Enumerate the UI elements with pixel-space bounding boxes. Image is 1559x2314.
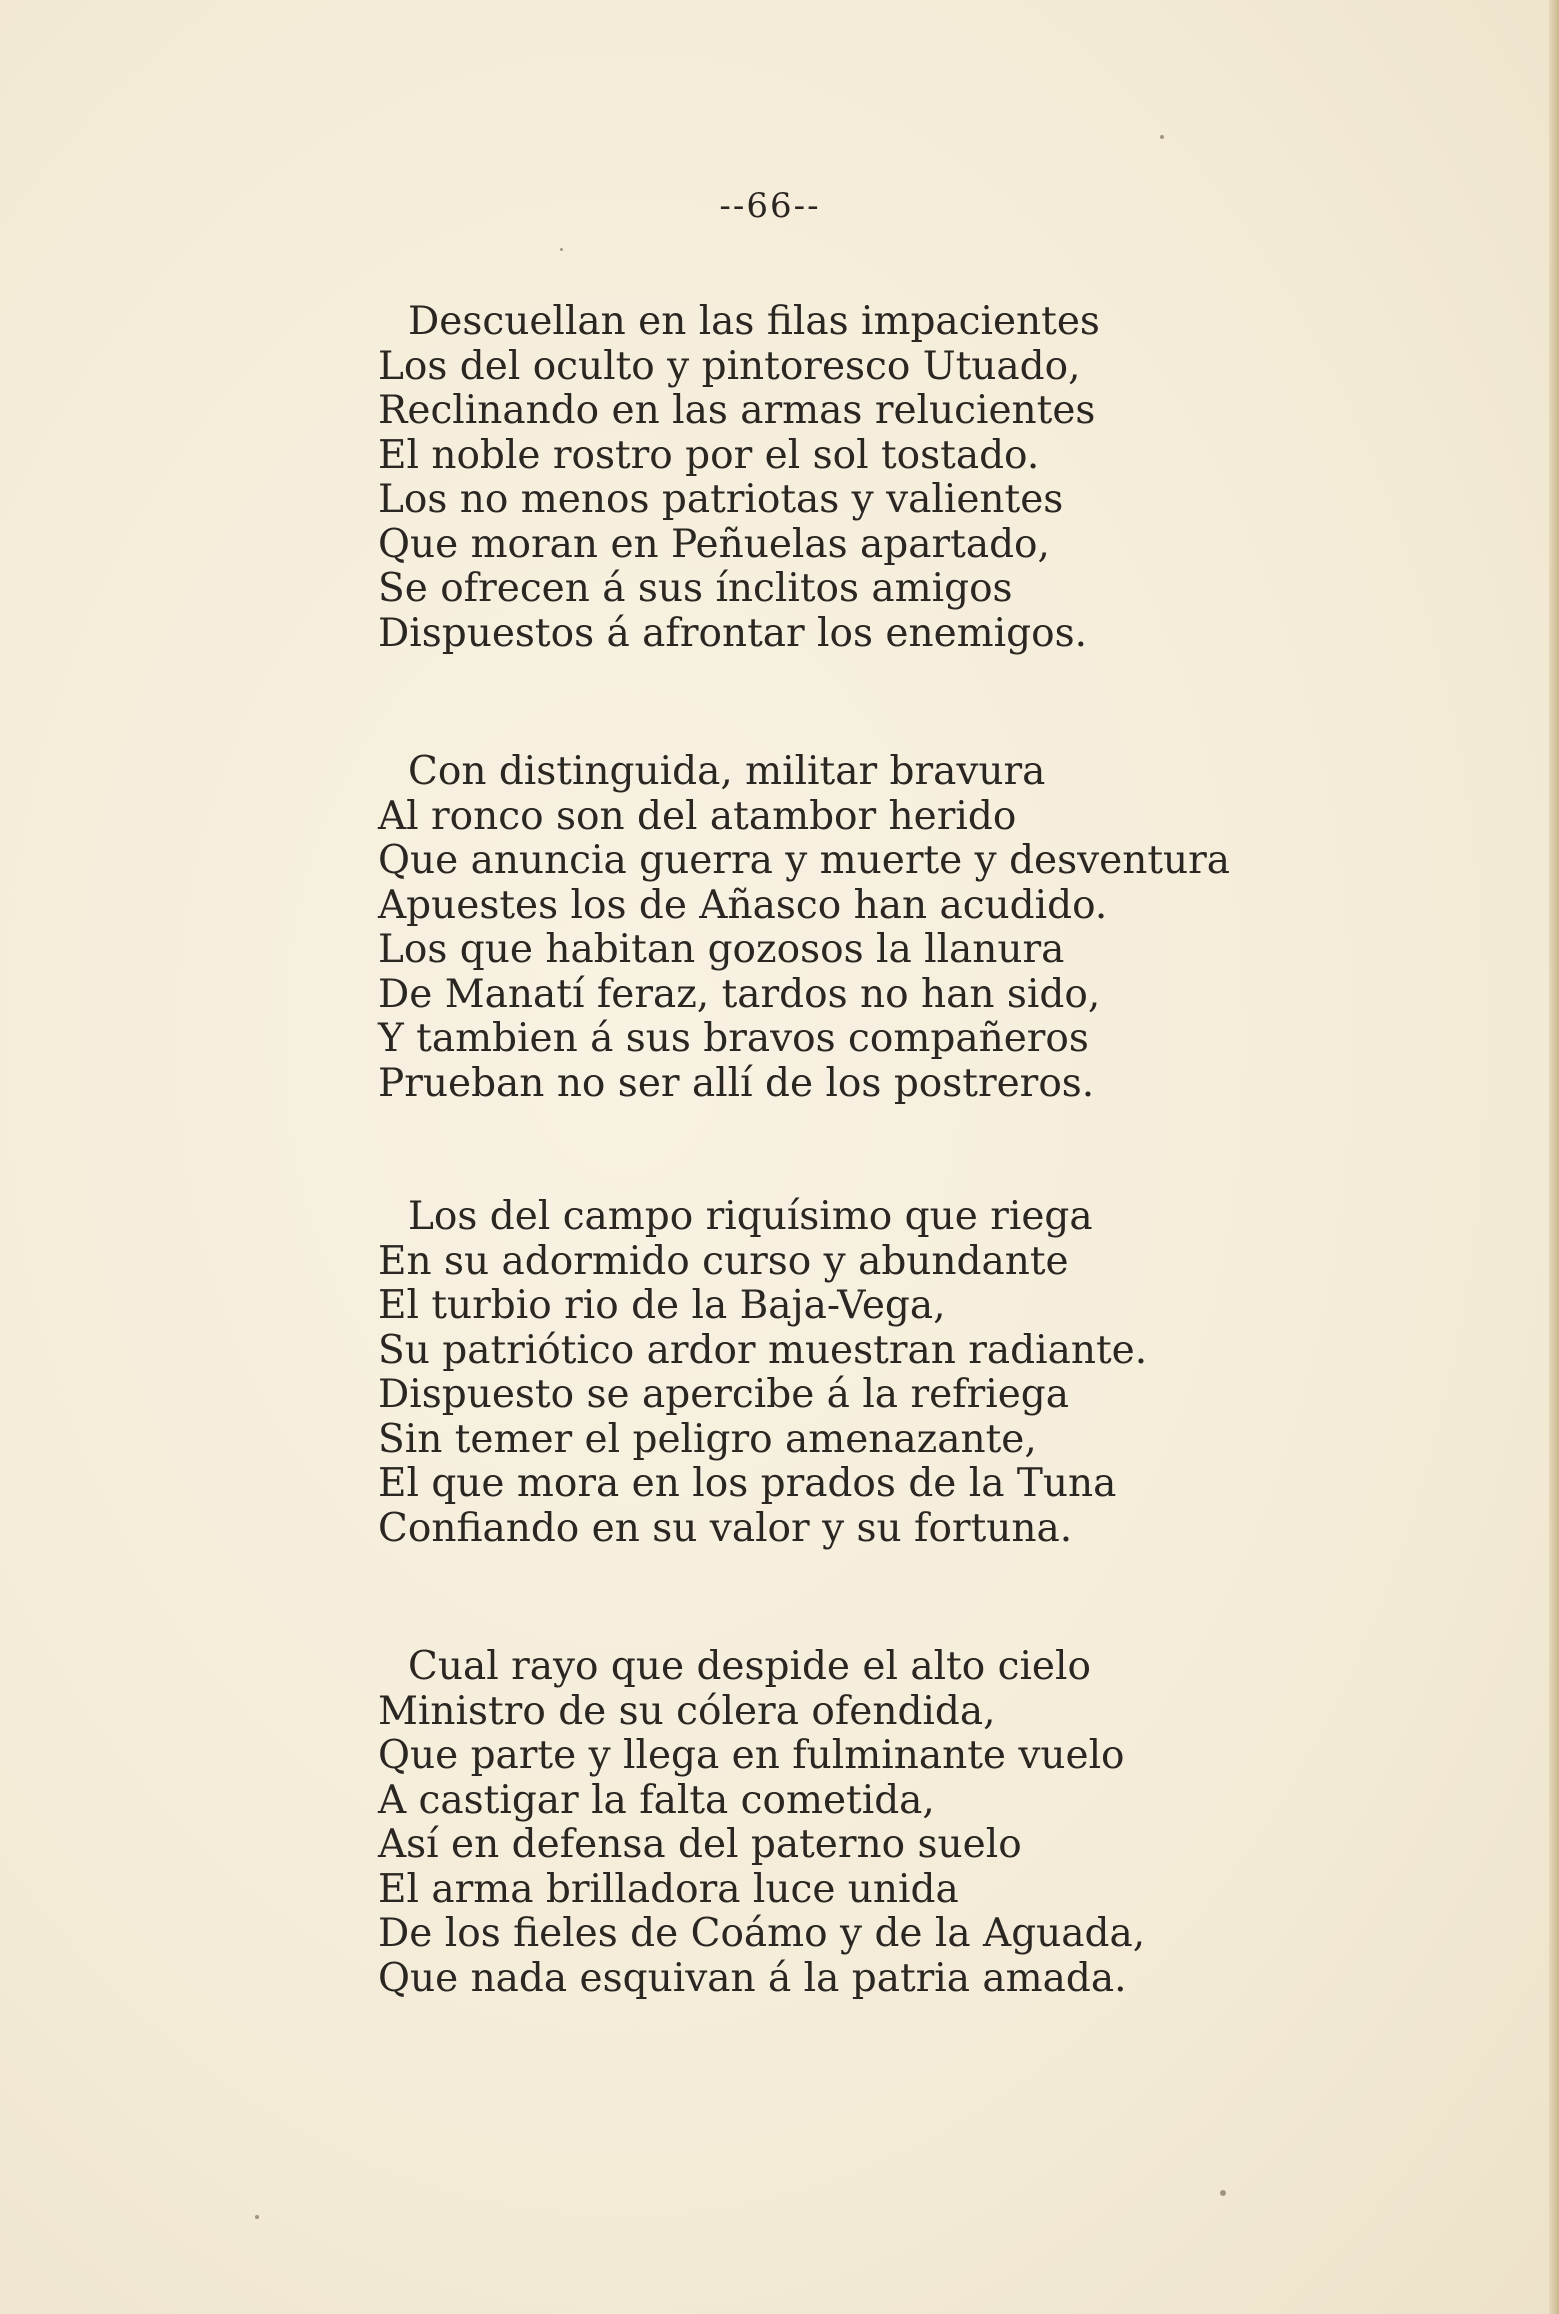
paper-speck — [255, 2215, 259, 2219]
verse-line: Así en defensa del paterno suelo — [378, 1822, 1022, 1867]
verse-line: Que anuncia guerra y muerte y desventura — [378, 838, 1231, 883]
paper-speck — [1220, 2190, 1226, 2196]
verse-line: A castigar la falta cometida, — [378, 1777, 935, 1823]
verse-line: En su adormido curso y abundante — [378, 1238, 1069, 1284]
verse-line: El arma brilladora luce unida — [378, 1866, 959, 1912]
verse-line: Descuellan en las filas impacientes — [408, 299, 1100, 344]
verse-line: Se ofrecen á sus ínclitos amigos — [378, 566, 1013, 611]
verse-line: Y tambien á sus bravos compañeros — [378, 1016, 1089, 1061]
stanza-2 — [378, 750, 1238, 1106]
paper-speck — [1160, 135, 1164, 139]
stanza-3 — [378, 1195, 1238, 1551]
page-edge — [1549, 0, 1559, 2314]
verse-line: Reclinando en las armas relucientes — [378, 388, 1096, 433]
verse-line: Ministro de su cólera ofendida, — [378, 1688, 996, 1734]
verse-line: Al ronco son del atambor herido — [378, 793, 1017, 839]
paper-speck — [560, 248, 563, 251]
verse-line: Apuestes los de Añasco han acudido. — [378, 882, 1108, 928]
stanza-1 — [378, 300, 1238, 656]
verse-line: Que parte y llega en fulminante vuelo — [378, 1733, 1125, 1778]
verse-line: De los fieles de Coámo y de la Aguada, — [378, 1911, 1146, 1956]
verse-line: Los del oculto y pintoresco Utuado, — [378, 343, 1081, 389]
stanza-4 — [378, 1645, 1238, 2001]
verse-line: Que moran en Peñuelas apartado, — [378, 521, 1050, 567]
verse-line: Prueban no ser allí de los postreros. — [378, 1060, 1095, 1106]
verse-line: Dispuesto se apercibe á la refriega — [378, 1372, 1070, 1417]
verse-line: Dispuestos á afrontar los enemigos. — [378, 610, 1087, 656]
verse-line: Sin temer el peligro amenazante, — [378, 1416, 1037, 1462]
verse-line: Confiando en su valor y su fortuna. — [378, 1505, 1073, 1551]
verse-line: El noble rostro por el sol tostado. — [378, 432, 1040, 478]
page-number: --66-- — [719, 186, 821, 226]
verse-line: Los no menos patriotas y valientes — [378, 477, 1064, 522]
verse-line: Cual rayo que despide el alto cielo — [408, 1644, 1091, 1689]
verse-line: Su patriótico ardor muestran radiante. — [378, 1327, 1148, 1373]
verse-line: Que nada esquivan á la patria amada. — [378, 1955, 1127, 2001]
verse-line: El turbio rio de la Baja-Vega, — [378, 1283, 946, 1328]
verse-line: De Manatí feraz, tardos no han sido, — [378, 971, 1101, 1017]
verse-line: Con distinguida, militar bravura — [408, 749, 1046, 794]
verse-line: Los que habitan gozosos la llanura — [378, 927, 1065, 972]
verse-line: El que mora en los prados de la Tuna — [378, 1461, 1117, 1506]
verse-line: Los del campo riquísimo que riega — [408, 1194, 1093, 1239]
